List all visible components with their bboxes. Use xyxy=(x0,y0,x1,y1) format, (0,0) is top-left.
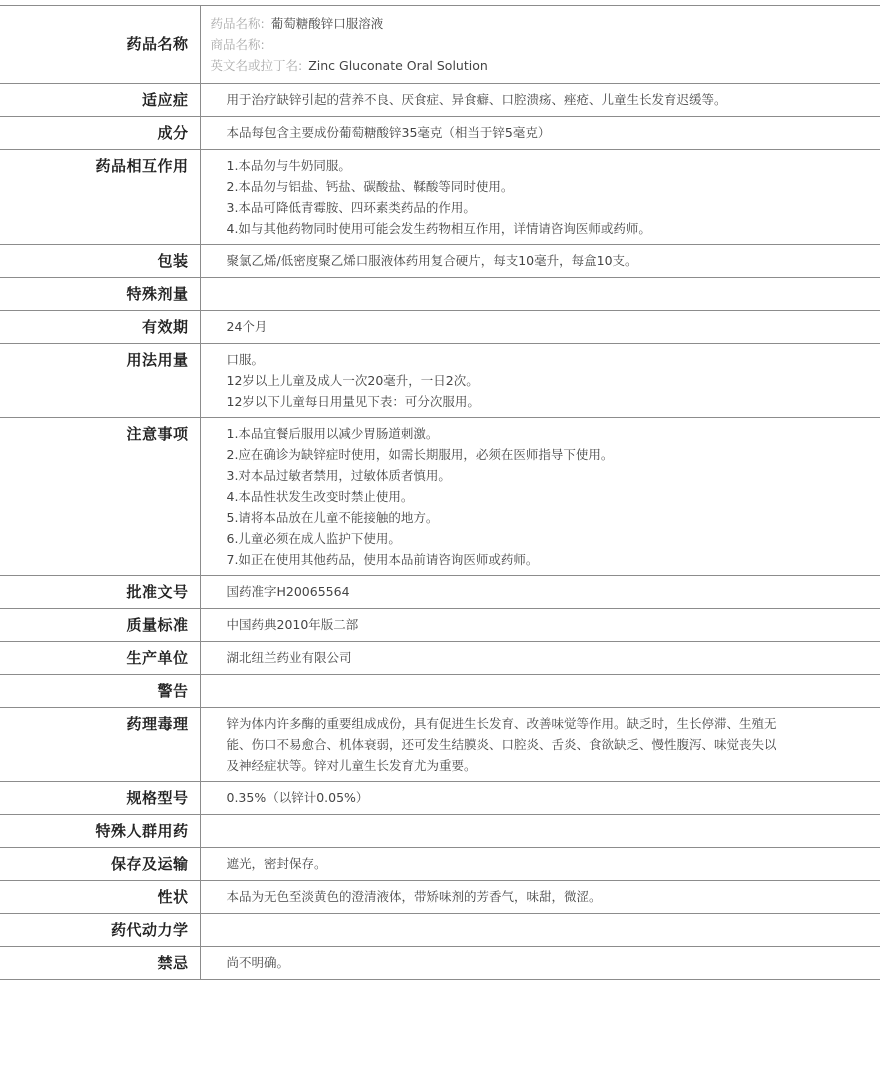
row-value xyxy=(200,914,880,947)
list-item: 5.请将本品放在儿童不能接触的地方。 xyxy=(226,510,439,525)
row-label: 药理毒理 xyxy=(0,708,200,782)
specification-text: 0.35%（以锌计0.05%） xyxy=(226,790,369,805)
indications-text: 用于治疗缺锌引起的营养不良、厌食症、异食癖、口腔溃疡、痤疮、儿童生长发育迟缓等。 xyxy=(226,92,727,107)
quality-standard-text: 中国药典2010年版二部 xyxy=(226,617,359,632)
row-value xyxy=(200,576,880,609)
packaging-text: 聚氯乙烯/低密度聚乙烯口服液体药用复合硬片，每支10毫升，每盒10支。 xyxy=(226,253,638,268)
row-special-population xyxy=(0,815,880,848)
list-item: 2.本品勿与铝盐、钙盐、碳酸盐、鞣酸等同时使用。 xyxy=(226,179,514,194)
english-name-line xyxy=(211,55,871,76)
ingredients-text: 本品每包含主要成份葡萄糖酸锌35毫克（相当于锌5毫克） xyxy=(226,125,551,140)
row-value xyxy=(200,278,880,311)
row-value xyxy=(200,675,880,708)
english-name-value: Zinc Gluconate Oral Solution xyxy=(308,58,488,73)
list-item: 口服。 xyxy=(226,352,265,367)
generic-name-line xyxy=(211,13,871,34)
row-label: 适应症 xyxy=(0,84,200,117)
row-label: 药代动力学 xyxy=(0,914,200,947)
row-label: 成分 xyxy=(0,117,200,150)
row-approval-number xyxy=(0,576,880,609)
list-item: 4.如与其他药物同时使用可能会发生药物相互作用，详情请咨询医师或药师。 xyxy=(226,221,651,236)
list-item: 7.如正在使用其他药品，使用本品前请咨询医师或药师。 xyxy=(226,552,539,567)
row-indications xyxy=(0,84,880,117)
row-interactions xyxy=(0,150,880,245)
row-value xyxy=(200,84,880,117)
trade-name-key: 商品名称: xyxy=(210,37,265,52)
row-label: 质量标准 xyxy=(0,609,200,642)
row-pharmacokinetics xyxy=(0,914,880,947)
row-drug-name xyxy=(0,6,880,84)
row-value xyxy=(200,245,880,278)
row-label: 警告 xyxy=(0,675,200,708)
row-value xyxy=(200,609,880,642)
contraindications-text: 尚不明确。 xyxy=(226,955,290,970)
row-value xyxy=(200,947,880,980)
list-item: 1.本品宜餐后服用以减少胃肠道刺激。 xyxy=(226,426,439,441)
row-special-dosage xyxy=(0,278,880,311)
row-value xyxy=(200,782,880,815)
list-item: 3.对本品过敏者禁用，过敏体质者慎用。 xyxy=(226,468,451,483)
shelf-life-text: 24个月 xyxy=(226,319,268,334)
list-item: 12岁以上儿童及成人一次20毫升，一日2次。 xyxy=(226,373,479,388)
list-item: 2.应在确诊为缺锌症时使用，如需长期服用，必须在医师指导下使用。 xyxy=(226,447,614,462)
row-appearance xyxy=(0,881,880,914)
row-label: 规格型号 xyxy=(0,782,200,815)
row-value xyxy=(200,708,880,782)
manufacturer-text: 湖北纽兰药业有限公司 xyxy=(226,650,352,665)
row-value xyxy=(200,117,880,150)
pharmacology-text: 锌为体内许多酶的重要组成成份，具有促进生长发育、改善味觉等作用。缺乏时，生长停滞、生殖无能、伤口不易愈合、机体衰弱，还可发生结膜炎、口腔炎、舌炎、食欲缺乏、慢性腹泻、味觉丧失以及神经症状等。锌对儿童生长发育尤为重要。 xyxy=(226,716,777,773)
trade-name-line xyxy=(211,34,871,55)
row-label: 包装 xyxy=(0,245,200,278)
approval-number-text: 国药准字H20065564 xyxy=(226,584,350,599)
list-item: 3.本品可降低青霉胺、四环素类药品的作用。 xyxy=(226,200,476,215)
drug-name-cell xyxy=(200,6,880,84)
drug-spec-table xyxy=(0,5,880,980)
list-item: 12岁以下儿童每日用量见下表：可分次服用。 xyxy=(226,394,480,409)
row-ingredients xyxy=(0,117,880,150)
row-label: 保存及运输 xyxy=(0,848,200,881)
row-value xyxy=(200,815,880,848)
row-value xyxy=(200,418,880,576)
row-value xyxy=(200,311,880,344)
row-shelf-life xyxy=(0,311,880,344)
row-specification xyxy=(0,782,880,815)
generic-name-value: 葡萄糖酸锌口服溶液 xyxy=(270,16,384,31)
row-label: 药品名称 xyxy=(0,6,200,84)
row-label: 批准文号 xyxy=(0,576,200,609)
appearance-text: 本品为无色至淡黄色的澄清液体，带矫味剂的芳香气，味甜，微涩。 xyxy=(226,889,602,904)
row-label: 禁忌 xyxy=(0,947,200,980)
row-usage xyxy=(0,344,880,418)
row-packaging xyxy=(0,245,880,278)
row-value xyxy=(200,344,880,418)
row-label: 特殊人群用药 xyxy=(0,815,200,848)
row-value xyxy=(200,642,880,675)
row-contraindications xyxy=(0,947,880,980)
row-storage xyxy=(0,848,880,881)
row-label: 药品相互作用 xyxy=(0,150,200,245)
row-value xyxy=(200,848,880,881)
row-manufacturer xyxy=(0,642,880,675)
english-name-key: 英文名或拉丁名: xyxy=(210,58,303,73)
row-label: 性状 xyxy=(0,881,200,914)
row-precautions xyxy=(0,418,880,576)
storage-text: 遮光，密封保存。 xyxy=(226,856,327,871)
row-label: 用法用量 xyxy=(0,344,200,418)
row-value xyxy=(200,881,880,914)
list-item: 4.本品性状发生改变时禁止使用。 xyxy=(226,489,414,504)
list-item: 6.儿童必须在成人监护下使用。 xyxy=(226,531,401,546)
row-pharmacology xyxy=(0,708,880,782)
row-value xyxy=(200,150,880,245)
row-quality-standard xyxy=(0,609,880,642)
row-label: 注意事项 xyxy=(0,418,200,576)
row-label: 特殊剂量 xyxy=(0,278,200,311)
row-label: 有效期 xyxy=(0,311,200,344)
generic-name-key: 药品名称: xyxy=(210,16,265,31)
row-warning xyxy=(0,675,880,708)
row-label: 生产单位 xyxy=(0,642,200,675)
list-item: 1.本品勿与牛奶同服。 xyxy=(226,158,351,173)
